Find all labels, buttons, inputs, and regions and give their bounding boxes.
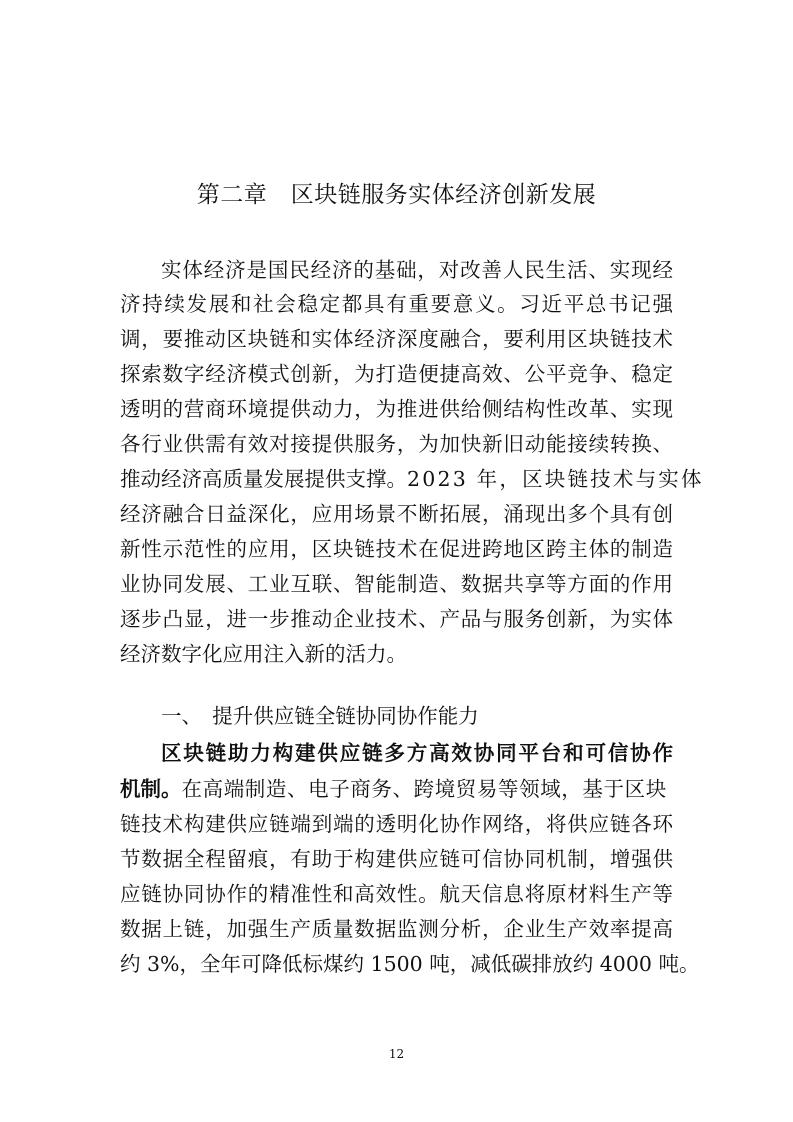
chapter-title: 第二章 区块链服务实体经济创新发展: [196, 182, 597, 208]
bold-lead-text: 机制。: [120, 777, 182, 801]
paragraph-line: 经济数字化应用注入新的活力。: [120, 642, 407, 666]
paragraph-line: 透明的营商环境提供动力，为推进供给侧结构性改革、实现: [120, 397, 673, 421]
paragraph-line: 各行业供需有效对接提供服务，为加快新旧动能接续转换、: [120, 432, 673, 456]
paragraph-line: 链技术构建供应链端到端的透明化协作网络，将供应链各环: [120, 812, 673, 836]
paragraph-line: 约 3%，全年可降低标煤约 1500 吨，减低碳排放约 4000 吨。: [120, 952, 700, 976]
paragraph-line: 经济融合日益深化，应用场景不断拓展，涌现出多个具有创: [120, 502, 673, 526]
paragraph-line: 探索数字经济模式创新，为打造便捷高效、公平竞争、稳定: [120, 362, 673, 386]
quote-text: 推动经济高质量发展提供支撑。: [120, 467, 407, 491]
section-heading: 一、 提升供应链全链协同协作能力: [161, 704, 479, 728]
paragraph-text: 2023 年，区块链技术与实体: [407, 467, 704, 491]
paragraph-line: 数据上链，加强生产质量数据监测分析，企业生产效率提高: [120, 917, 673, 941]
paragraph-line: 业协同发展、工业互联、智能制造、数据共享等方面的作用: [120, 572, 673, 596]
paragraph-line: 逐步凸显，进一步推动企业技术、产品与服务创新，为实体: [120, 607, 673, 631]
paragraph-line: 济持续发展和社会稳定都具有重要意义。习近平总书记强: [120, 292, 673, 316]
paragraph-line: 新性示范性的应用，区块链技术在促进跨地区跨主体的制造: [120, 537, 673, 561]
paragraph-line: 节数据全程留痕，有助于构建供应链可信协同机制，增强供: [120, 847, 673, 871]
paragraph-line: 应链协同协作的精准性和高效性。航天信息将原材料生产等: [120, 882, 673, 906]
paragraph-text: 在高端制造、电子商务、跨境贸易等领域，基于区块: [181, 777, 667, 801]
bold-lead-line: 区块链助力构建供应链多方高效协同平台和可信协作: [161, 741, 673, 765]
paragraph-line: 调，要推动区块链和实体经济深度融合，要利用区块链技术: [120, 327, 673, 351]
paragraph-line: 实体经济是国民经济的基础，对改善人民生活、实现经: [161, 258, 673, 282]
paragraph-line-mixed: [120, 777, 673, 801]
page-number: 12: [388, 1047, 405, 1061]
paragraph-line-mixed: [120, 467, 704, 491]
